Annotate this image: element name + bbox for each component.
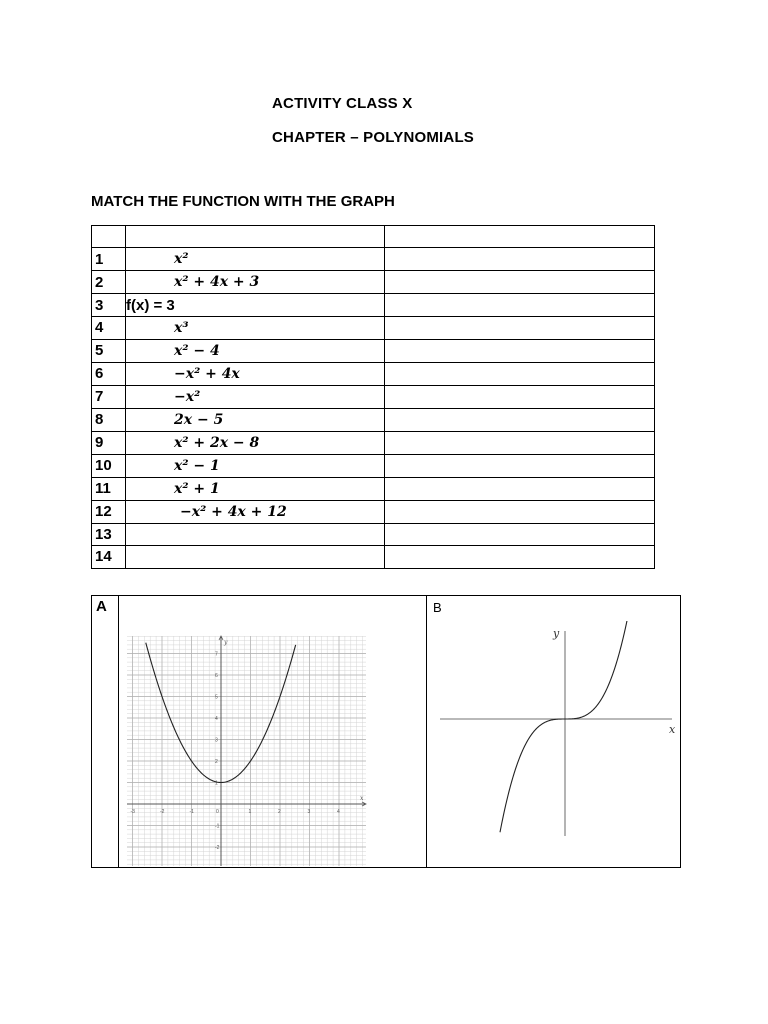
- y-tick-label: 1: [215, 780, 218, 787]
- table-row: [92, 362, 655, 385]
- x-tick-label: -3: [130, 809, 135, 815]
- row-number: 4: [92, 316, 126, 339]
- function-cell: [126, 248, 385, 271]
- graph-b-plot: [429, 621, 679, 861]
- x-tick-label: 2: [278, 809, 281, 815]
- row-number: 13: [92, 523, 126, 545]
- function-cell: [126, 500, 385, 523]
- graph-a-cell: [119, 596, 427, 868]
- function-cell: [126, 454, 385, 477]
- answer-cell[interactable]: [385, 362, 655, 385]
- function-expression: x² − 1: [174, 457, 220, 474]
- answer-cell[interactable]: [385, 248, 655, 271]
- row-number: 8: [92, 408, 126, 431]
- answer-cell[interactable]: [385, 500, 655, 523]
- function-expression: x² + 4x + 3: [174, 274, 260, 291]
- answer-cell[interactable]: [385, 523, 655, 545]
- row-number: 12: [92, 500, 126, 523]
- x-axis-label: x: [360, 795, 364, 802]
- function-expression: −x² + 4x + 12: [180, 503, 287, 520]
- row-number: 3: [92, 294, 126, 316]
- table-header-cell: [92, 226, 126, 248]
- table-row: [92, 523, 655, 545]
- function-expression: x² − 4: [174, 342, 220, 359]
- answer-cell[interactable]: [385, 339, 655, 362]
- y-tick-label: 3: [215, 737, 218, 744]
- match-table: [91, 225, 655, 569]
- table-row: [92, 546, 655, 568]
- function-expression: f(x) = 3: [126, 296, 175, 314]
- graph-a-label: A: [96, 598, 107, 615]
- y-axis-label: y: [553, 627, 560, 640]
- function-cell: [126, 339, 385, 362]
- row-number: 5: [92, 339, 126, 362]
- answer-cell[interactable]: [385, 385, 655, 408]
- row-number: 14: [92, 546, 126, 568]
- answer-cell[interactable]: [385, 316, 655, 339]
- function-cell: [126, 316, 385, 339]
- answer-cell[interactable]: [385, 294, 655, 316]
- table-header-cell: [126, 226, 385, 248]
- table-row: [92, 385, 655, 408]
- activity-title: ACTIVITY CLASS X: [272, 95, 413, 112]
- table-row: [92, 316, 655, 339]
- answer-cell[interactable]: [385, 271, 655, 294]
- graph-a-plot: [124, 632, 374, 872]
- function-cell: [126, 362, 385, 385]
- y-tick-label: 2: [215, 759, 218, 765]
- answer-cell[interactable]: [385, 408, 655, 431]
- function-cell: [126, 477, 385, 500]
- table-row: [92, 500, 655, 523]
- answer-cell[interactable]: [385, 546, 655, 568]
- answer-cell[interactable]: [385, 454, 655, 477]
- function-expression: x² + 2x − 8: [174, 434, 260, 451]
- y-axis-label: y: [224, 639, 228, 646]
- graph-b-cell: [427, 596, 681, 868]
- graph-b-label: B: [433, 600, 442, 615]
- x-tick-label: 0: [216, 809, 219, 815]
- chapter-title: CHAPTER – POLYNOMIALS: [272, 129, 475, 146]
- row-number: 11: [92, 477, 126, 500]
- x-tick-label: -1: [189, 809, 194, 815]
- x-tick-label: -2: [160, 809, 165, 815]
- table-row: [92, 248, 655, 271]
- table-row: [92, 271, 655, 294]
- function-expression: x²: [174, 251, 189, 268]
- graphs-table: [91, 595, 681, 868]
- y-tick-label: -1: [215, 823, 220, 830]
- y-tick-label: -2: [215, 845, 220, 851]
- function-cell: [126, 294, 385, 316]
- graph-a-label-cell: [92, 596, 119, 868]
- answer-cell[interactable]: [385, 477, 655, 500]
- function-expression: x³: [174, 319, 189, 336]
- function-cell: [126, 385, 385, 408]
- x-tick-label: 4: [337, 809, 340, 815]
- table-row: [92, 454, 655, 477]
- y-tick-label: 4: [215, 716, 218, 722]
- row-number: 9: [92, 431, 126, 454]
- table-row: [92, 477, 655, 500]
- y-tick-label: 7: [215, 651, 218, 658]
- function-expression: −x² + 4x: [174, 365, 240, 382]
- function-cell: [126, 408, 385, 431]
- function-cell: [126, 523, 385, 545]
- instruction-heading: MATCH THE FUNCTION WITH THE GRAPH: [91, 193, 395, 210]
- row-number: 7: [92, 385, 126, 408]
- x-axis-label: x: [669, 723, 676, 736]
- row-number: 1: [92, 248, 126, 271]
- x-tick-label: 1: [248, 809, 252, 815]
- y-tick-label: 6: [215, 673, 218, 679]
- function-expression: 2x − 5: [174, 411, 224, 428]
- function-cell: [126, 431, 385, 454]
- table-header-row: [92, 226, 655, 248]
- table-header-cell: [385, 226, 655, 248]
- y-tick-label: 5: [215, 694, 218, 701]
- row-number: 6: [92, 362, 126, 385]
- row-number: 10: [92, 454, 126, 477]
- function-cell: [126, 271, 385, 294]
- row-number: 2: [92, 271, 126, 294]
- answer-cell[interactable]: [385, 431, 655, 454]
- x-tick-label: 3: [307, 809, 311, 815]
- table-row: [92, 431, 655, 454]
- function-cell: [126, 546, 385, 568]
- table-row: [92, 294, 655, 316]
- table-row: [92, 408, 655, 431]
- function-expression: x² + 1: [174, 480, 220, 497]
- table-row: [92, 339, 655, 362]
- function-expression: −x²: [174, 388, 201, 405]
